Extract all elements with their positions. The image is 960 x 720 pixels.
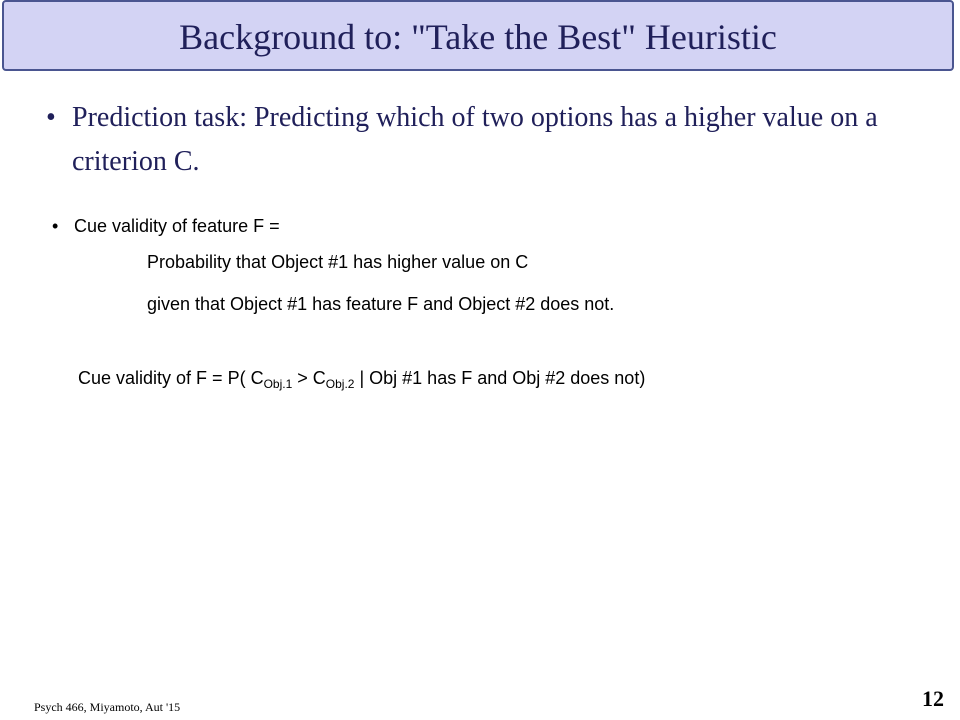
page-number: 12 — [922, 686, 944, 711]
bullet-prediction-task — [46, 96, 906, 184]
definition-line-2: given that Object #1 has feature F and Object #2 does not. — [147, 294, 615, 314]
formula-prefix: Cue validity of F = P( C — [78, 368, 264, 388]
definition-line-1: Probability that Object #1 has higher value on C — [147, 252, 529, 272]
bullet-dot: • — [52, 216, 59, 236]
bullet-prediction-text: Prediction task: Predicting which of two options has a higher value on a criterion C. — [72, 102, 878, 177]
title-bar — [2, 0, 954, 71]
cue-validity-formula — [78, 368, 645, 391]
bullet-dot: • — [46, 102, 56, 133]
formula-subscript-2: Obj.2 — [325, 377, 355, 391]
footer-course-info: Psych 466, Miyamoto, Aut '15 — [34, 700, 181, 714]
bullet-cue-validity — [52, 216, 280, 237]
formula-subscript-1: Obj.1 — [263, 377, 293, 391]
slide-title: Background to: "Take the Best" Heuristic — [179, 17, 777, 57]
formula-middle: > C — [292, 368, 326, 388]
formula-suffix: | Obj #1 has F and Obj #2 does not) — [354, 368, 646, 388]
bullet-cue-text: Cue validity of feature F = — [74, 216, 280, 236]
